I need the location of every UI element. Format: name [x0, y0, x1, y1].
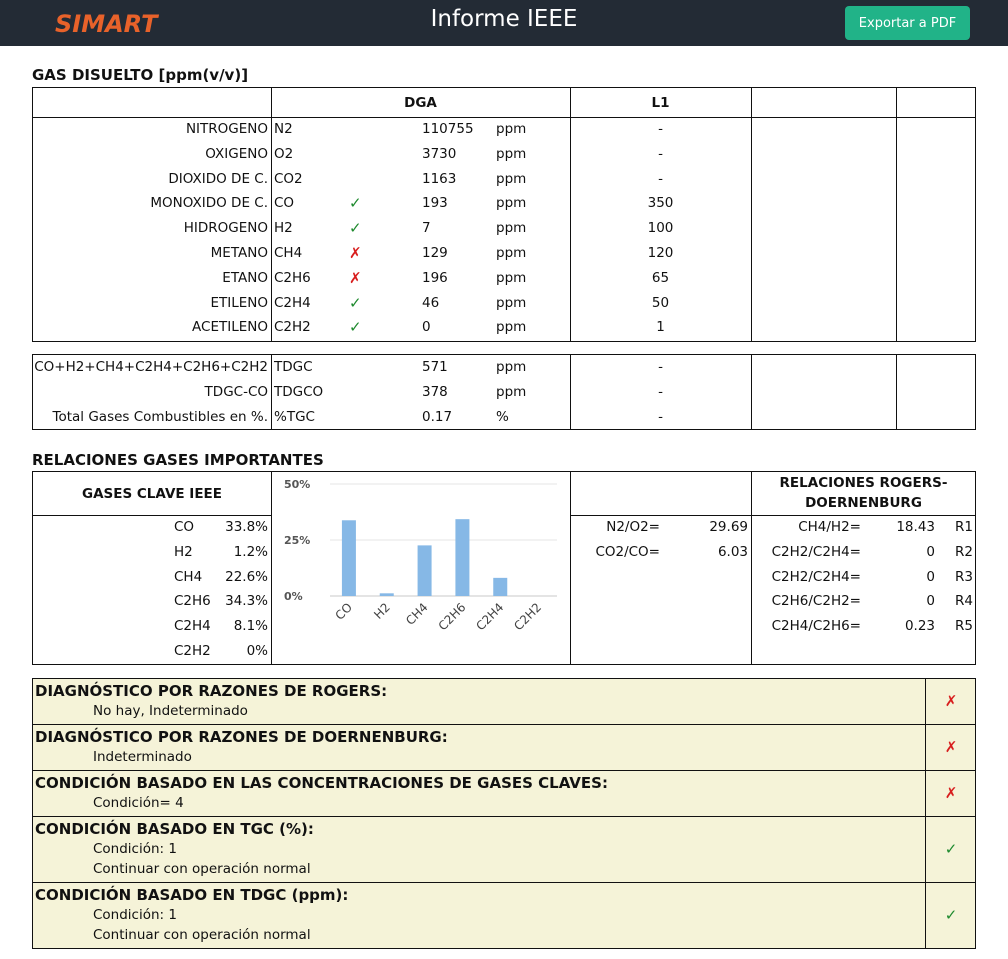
diagnostic-title: CONDICIÓN BASADO EN TGC (%):: [35, 820, 314, 838]
gas-name: OXIGENO: [205, 145, 268, 162]
chart-bar: [493, 578, 507, 596]
diagnostic-block: [32, 882, 976, 949]
gas-section-title: GAS DISUELTO [ppm(v/v)]: [32, 66, 249, 84]
rogers-label: CH4/H2=: [798, 519, 861, 535]
gas-value: 3730: [422, 145, 457, 162]
gas-formula: H2: [274, 220, 293, 237]
key-gas-name: C2H2: [174, 643, 211, 659]
total-formula: %TGC: [274, 408, 315, 425]
cross-icon: ✗: [349, 244, 362, 262]
total-value: 0.17: [422, 408, 453, 425]
total-value: 378: [422, 383, 448, 400]
check-icon: ✓: [349, 219, 362, 238]
total-name: CO+H2+CH4+C2H4+C2H6+C2H2: [34, 359, 268, 375]
gas-name: HIDROGENO: [183, 220, 268, 237]
total-formula: TDGCO: [274, 383, 324, 400]
total-unit: %: [496, 408, 509, 425]
diagnostic-text: Condición: 1: [93, 907, 177, 923]
gas-l1-limit: 1: [656, 319, 665, 336]
chart-bar: [455, 519, 469, 596]
chart-x-tick-label: CH4: [403, 600, 431, 628]
diagnostic-text: No hay, Indeterminado: [93, 703, 248, 719]
gas-formula: CO2: [274, 170, 303, 187]
diagnostic-block: [32, 770, 976, 817]
key-gas-percent: 34.3%: [225, 593, 268, 610]
chart-x-tick-label: C2H4: [473, 600, 507, 634]
ratio-label: CO2/CO=: [595, 543, 660, 560]
key-gas-name: H2: [174, 543, 193, 560]
rogers-code: R3: [955, 568, 973, 585]
diagnostic-text: Condición= 4: [93, 795, 184, 811]
key-gas-percent: 1.2%: [233, 543, 268, 560]
chart-x-tick-label: H2: [371, 600, 393, 622]
gas-unit: ppm: [496, 121, 527, 137]
gas-l1-limit: 120: [647, 245, 674, 261]
ratio-value: 6.03: [717, 543, 748, 560]
gas-formula: CH4: [274, 245, 303, 261]
total-name: TDGC-CO: [204, 383, 268, 400]
rogers-code: R4: [955, 593, 973, 610]
key-gas-name: C2H6: [174, 593, 211, 610]
check-icon: ✓: [944, 840, 958, 858]
total-l1-limit: -: [658, 408, 663, 425]
rogers-code: R5: [955, 618, 973, 635]
key-gas-name: CO: [174, 519, 195, 535]
chart-bar: [342, 520, 356, 596]
gas-l1-limit: 100: [647, 220, 674, 237]
key-gas-percent: 22.6%: [225, 568, 268, 585]
rogers-label: C2H2/C2H4=: [771, 543, 861, 560]
rogers-code: R2: [955, 543, 973, 560]
check-icon: ✓: [349, 293, 362, 312]
top-bar: [0, 0, 1008, 46]
total-unit: ppm: [496, 383, 527, 400]
chart-y-tick-label: 25%: [284, 534, 311, 547]
gas-value: 1163: [422, 170, 457, 187]
gas-name: NITROGENO: [185, 121, 268, 137]
logo-text: SIMART: [55, 10, 158, 37]
gas-l1-limit: 350: [647, 195, 674, 212]
total-unit: ppm: [496, 359, 527, 375]
check-icon: ✓: [349, 194, 362, 213]
rogers-value: 0.23: [904, 618, 935, 635]
gas-unit: ppm: [496, 145, 527, 162]
ratio-label: N2/O2=: [606, 519, 660, 535]
cross-icon: ✗: [944, 784, 958, 802]
gas-value: 46: [422, 294, 440, 311]
key-gas-percent: 8.1%: [233, 618, 268, 635]
gas-l1-limit: -: [658, 121, 663, 137]
total-name: Total Gases Combustibles en %.: [52, 408, 268, 425]
check-icon: ✓: [349, 318, 362, 337]
rogers-value: 18.43: [896, 519, 935, 535]
gas-value: 7: [422, 220, 431, 237]
chart-y-tick-label: 0%: [284, 590, 303, 603]
cross-icon: ✗: [944, 738, 958, 756]
key-gas-percent: 33.8%: [225, 519, 268, 535]
key-gases-chart: [272, 472, 569, 664]
gas-name: ETILENO: [210, 294, 268, 311]
diagnostic-text: Continuar con operación normal: [93, 861, 311, 877]
total-l1-limit: -: [658, 383, 663, 400]
gas-unit: ppm: [496, 195, 527, 212]
gas-name: ACETILENO: [192, 319, 268, 336]
diagnostic-title: DIAGNÓSTICO POR RAZONES DE DOERNENBURG:: [35, 728, 448, 746]
gas-value: 110755: [422, 121, 474, 137]
rogers-header-line2: DOERNENBURG: [805, 495, 922, 511]
gas-l1-limit: -: [658, 145, 663, 162]
gas-unit: ppm: [496, 269, 527, 286]
gas-l1-limit: 50: [651, 294, 670, 311]
rogers-value: 0: [926, 543, 935, 560]
gas-name: METANO: [210, 245, 268, 261]
gas-value: 129: [422, 245, 448, 261]
key-gas-percent: 0%: [246, 643, 268, 659]
total-value: 571: [422, 359, 448, 375]
diagnostic-block: [32, 816, 976, 883]
dga-column-header: DGA: [404, 95, 437, 111]
gas-value: 0: [422, 319, 431, 336]
l1-column-header: L1: [651, 95, 670, 111]
gas-unit: ppm: [496, 294, 527, 311]
chart-x-tick-label: C2H6: [435, 600, 469, 634]
gas-formula: C2H6: [274, 269, 311, 286]
diagnostic-block: [32, 724, 976, 771]
diagnostic-text: Condición: 1: [93, 841, 177, 857]
gas-unit: ppm: [496, 245, 527, 261]
chart-x-tick-label: C2H2: [511, 600, 545, 634]
key-gas-name: CH4: [174, 568, 203, 585]
rogers-header-line1: RELACIONES ROGERS-: [779, 475, 948, 491]
rogers-code: R1: [955, 519, 973, 535]
ratio-value: 29.69: [709, 519, 748, 535]
rogers-label: C2H4/C2H6=: [771, 618, 861, 635]
page-title: Informe IEEE: [430, 6, 578, 32]
gas-formula: N2: [274, 121, 293, 137]
export-pdf-button[interactable]: Exportar a PDF: [845, 6, 970, 40]
cross-icon: ✗: [944, 692, 958, 710]
gas-name: MONOXIDO DE C.: [150, 195, 268, 212]
total-l1-limit: -: [658, 359, 663, 375]
cross-icon: ✗: [349, 268, 362, 287]
gas-name: DIOXIDO DE C.: [168, 170, 268, 187]
gas-value: 193: [422, 195, 448, 212]
gas-formula: C2H2: [274, 319, 311, 336]
diagnostic-text: Continuar con operación normal: [93, 927, 311, 943]
gas-unit: ppm: [496, 170, 527, 187]
chart-x-tick-label: CO: [332, 600, 356, 623]
gas-l1-limit: 65: [651, 269, 670, 286]
diagnostic-title: DIAGNÓSTICO POR RAZONES DE ROGERS:: [35, 682, 388, 700]
chart-bar: [418, 545, 432, 596]
diagnostic-block: [32, 678, 976, 725]
gas-l1-limit: -: [658, 170, 663, 187]
check-icon: ✓: [944, 906, 958, 924]
gas-value: 196: [422, 269, 448, 286]
chart-bar: [380, 593, 394, 596]
gas-formula: O2: [274, 145, 294, 162]
total-formula: TDGC: [274, 359, 313, 375]
key-gases-header: GASES CLAVE IEEE: [82, 486, 222, 502]
gas-formula: C2H4: [274, 294, 311, 311]
rogers-value: 0: [926, 593, 935, 610]
diagnostic-title: CONDICIÓN BASADO EN LAS CONCENTRACIONES DE GASES CLAVES:: [35, 774, 608, 792]
rogers-label: C2H2/C2H4=: [771, 568, 861, 585]
rogers-label: C2H6/C2H2=: [771, 593, 861, 610]
rogers-value: 0: [926, 568, 935, 585]
diagnostic-title: CONDICIÓN BASADO EN TDGC (ppm):: [35, 886, 349, 904]
gas-unit: ppm: [496, 319, 527, 336]
relations-section-title: RELACIONES GASES IMPORTANTES: [32, 451, 324, 469]
chart-y-tick-label: 50%: [284, 478, 311, 491]
gas-formula: CO: [274, 195, 295, 212]
key-gas-name: C2H4: [174, 618, 211, 635]
gas-name: ETANO: [222, 269, 268, 286]
diagnostic-text: Indeterminado: [93, 749, 192, 765]
gas-unit: ppm: [496, 220, 527, 237]
